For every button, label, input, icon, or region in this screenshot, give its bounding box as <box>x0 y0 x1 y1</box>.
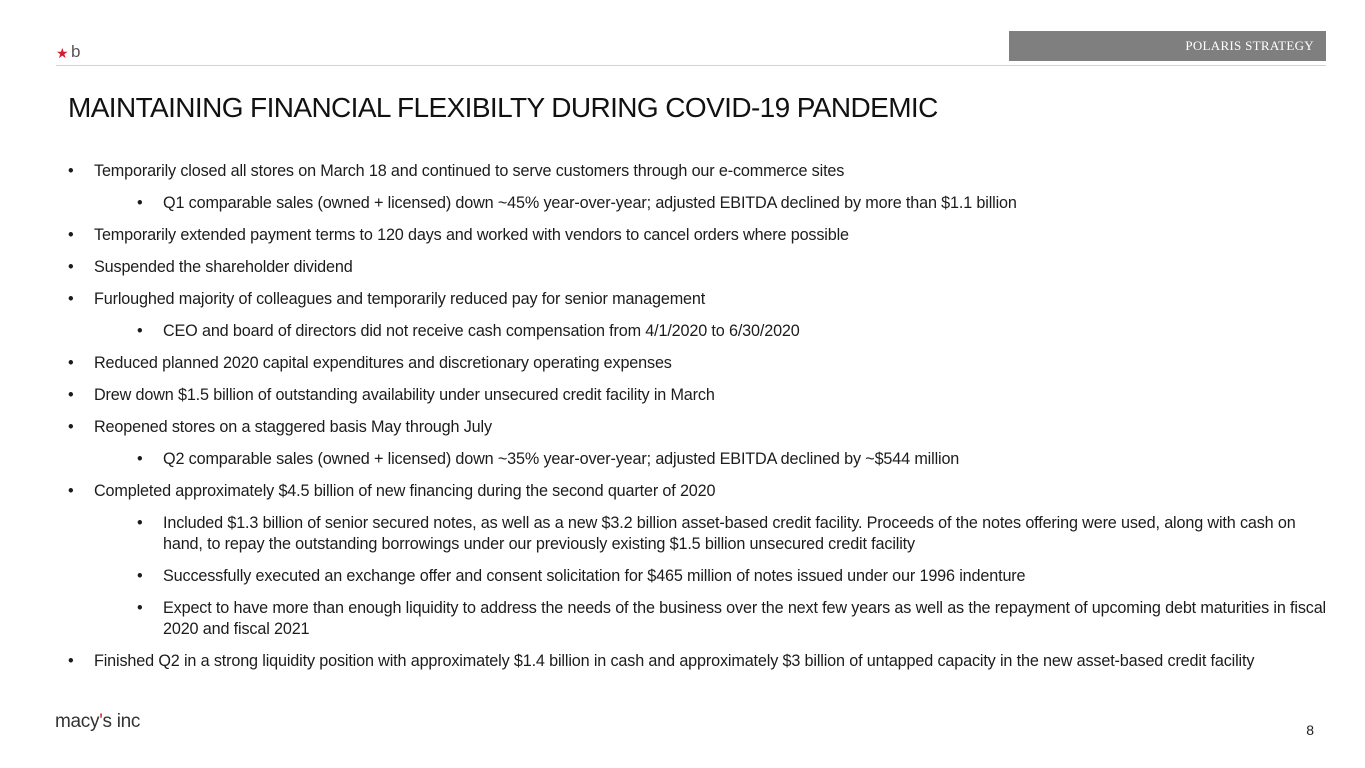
bullet-dot: • <box>68 354 74 372</box>
bullet-dot: • <box>68 162 74 180</box>
bullet-dot: • <box>68 418 74 436</box>
bullet-item <box>66 651 1326 672</box>
bullet-dot: • <box>137 322 143 340</box>
bullet-item <box>66 385 1326 406</box>
bullet-dot: • <box>137 450 143 468</box>
bullet-text: Reopened stores on a staggered basis May through July <box>94 418 492 436</box>
bullet-item <box>66 417 1326 438</box>
bullet-text: Q2 comparable sales (owned + licensed) down ~35% year-over-year; adjusted EBITDA declined by ~$544 million <box>163 450 960 468</box>
bullet-text: CEO and board of directors did not receive cash compensation from 4/1/2020 to 6/30/2020 <box>163 322 800 340</box>
bullet-text: Temporarily extended payment terms to 120 days and worked with vendors to cancel orders where possible <box>94 226 849 244</box>
bullet-text: Finished Q2 in a strong liquidity position with approximately $1.4 billion in cash and approximately $3 billion of untapped capacity in the new asset-based credit facility <box>94 652 1255 670</box>
bullet-dot: • <box>137 514 143 532</box>
section-label: POLARIS STRATEGY <box>1185 38 1314 53</box>
bullet-text: Temporarily closed all stores on March 18 and continued to serve customers through our e-commerce sites <box>94 162 845 180</box>
header-divider <box>56 65 1326 66</box>
bullet-dot: • <box>137 599 143 617</box>
bullet-text: Q1 comparable sales (owned + licensed) down ~45% year-over-year; adjusted EBITDA declined by more than $1.1 billion <box>163 194 1017 212</box>
bullet-item <box>66 257 1326 278</box>
bullet-dot: • <box>68 652 74 670</box>
star-icon: ★ <box>56 45 69 61</box>
bullet-item <box>66 353 1326 374</box>
logo-letter: b <box>71 42 81 61</box>
bullet-text: Suspended the shareholder dividend <box>94 258 353 276</box>
bullet-dot: • <box>68 386 74 404</box>
bullet-item <box>66 598 1326 640</box>
bullet-text: Completed approximately $4.5 billion of new financing during the second quarter of 2020 <box>94 482 716 500</box>
bullet-item <box>66 161 1326 182</box>
footer-logo-apostrophe: ' <box>99 711 103 732</box>
bullet-item <box>66 481 1326 502</box>
bullet-item <box>66 513 1326 555</box>
bullet-dot: • <box>137 194 143 212</box>
bullet-item <box>66 321 1326 342</box>
bullet-text: Furloughed majority of colleagues and temporarily reduced pay for senior management <box>94 290 706 308</box>
bullet-text: Drew down $1.5 billion of outstanding availability under unsecured credit facility in March <box>94 386 715 404</box>
bullet-item <box>66 193 1326 214</box>
bullet-dot: • <box>68 258 74 276</box>
bullet-text: Reduced planned 2020 capital expenditures and discretionary operating expenses <box>94 354 672 372</box>
section-label-bar <box>1009 31 1326 61</box>
bullet-list <box>66 161 1326 672</box>
bullet-dot: • <box>68 482 74 500</box>
bullet-dot: • <box>68 226 74 244</box>
slide-title: MAINTAINING FINANCIAL FLEXIBILTY DURING COVID-19 PANDEMIC <box>68 92 938 123</box>
bullet-item <box>66 566 1326 587</box>
bullet-text: Successfully executed an exchange offer and consent solicitation for $465 million of notes issued under our 1996 indenture <box>163 567 1026 585</box>
bullet-text: Included $1.3 billion of senior secured notes, as well as a new $3.2 billion asset-based credit facility. Proceeds of the notes offering were used, along with cash on hand, to repay the outstanding borrowings under our previously existing $1.5 billion unsecured credit facility <box>163 514 1296 553</box>
footer-logo-right: s inc <box>102 711 141 732</box>
page-number: 8 <box>1306 722 1314 738</box>
macys-inc-logo <box>55 711 140 733</box>
bullet-dot: • <box>68 290 74 308</box>
bullet-item <box>66 289 1326 310</box>
bullet-item <box>66 449 1326 470</box>
bullet-text: Expect to have more than enough liquidity to address the needs of the business over the next few years as well as the repayment of upcoming debt maturities in fiscal 2020 and fiscal 2021 <box>163 599 1327 638</box>
footer-logo-left: macy <box>55 711 100 732</box>
bullet-dot: • <box>137 567 143 585</box>
bullet-item <box>66 225 1326 246</box>
